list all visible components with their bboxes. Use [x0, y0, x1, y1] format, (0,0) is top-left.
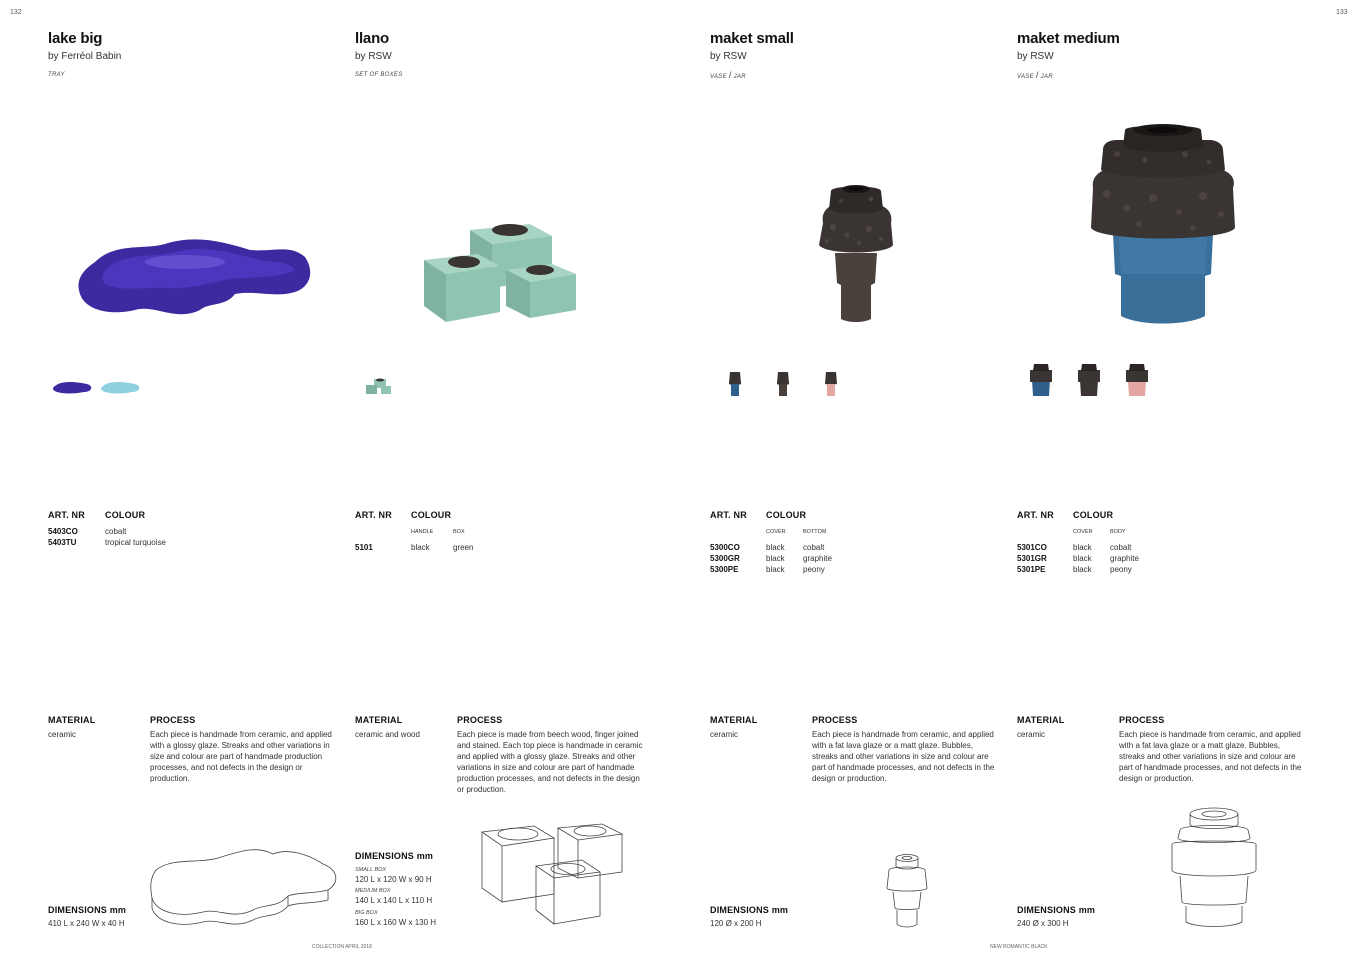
- art-number: 5300GR: [710, 554, 740, 563]
- table-row: [710, 564, 738, 575]
- variant-thumb-black-green[interactable]: [364, 377, 394, 397]
- product-type: [1017, 70, 1053, 80]
- table-row: [48, 537, 76, 548]
- product-designer: by RSW: [355, 51, 392, 62]
- lake-big-line-drawing: [148, 842, 343, 930]
- colour-value: black: [1073, 543, 1092, 552]
- art-number: 5403TU: [48, 538, 77, 547]
- colour-value: peony: [1110, 565, 1132, 574]
- colour-header: COLOUR: [105, 510, 146, 520]
- process-text: Each piece is made from beech wood, finger joined and stained. Each top piece is handmade in ceramic and applied with a glossy glaze. Streaks and other variations in size and colour are part of handmade production processes, and not defects in the design or production.: [457, 730, 643, 794]
- colour-subheader-body: BODY: [1110, 529, 1126, 535]
- process-text: Each piece is handmade from ceramic, and applied with a fat lava glaze or a matt glaze. Bubbles, streaks and other variations in size and colour are part of handmade processes, and not defects in the design or production.: [812, 730, 995, 783]
- colour-subheader-bottom: BOTTOM: [803, 529, 827, 535]
- dim-value: 120 L x 120 W x 90 H: [355, 875, 432, 884]
- colour-header: COLOUR: [411, 510, 452, 520]
- process-text: Each piece is handmade from ceramic, and applied with a glossy glaze. Streaks and other variations in size and colour are part of handmade production processes, and not defects in the design or production.: [150, 730, 332, 783]
- art-nr-header: ART. NR: [48, 510, 85, 520]
- maket-small-photo: [813, 183, 899, 325]
- colour-value: tropical turquoise: [105, 538, 166, 547]
- art-number: 5301GR: [1017, 554, 1047, 563]
- product-type: [710, 70, 746, 80]
- colour-value: black: [766, 554, 785, 563]
- product-title: maket medium: [1017, 30, 1120, 47]
- product-title: maket small: [710, 30, 794, 47]
- product-type: SET OF BOXES: [355, 72, 403, 78]
- colour-value: black: [411, 543, 430, 552]
- colour-value: black: [1073, 554, 1092, 563]
- page-number-left: 132: [10, 9, 22, 16]
- art-nr-header: ART. NR: [355, 510, 392, 520]
- dimensions-value: 240 Ø x 300 H: [1017, 919, 1069, 928]
- colour-value: green: [453, 543, 474, 552]
- product-designer: by Ferréol Babin: [48, 51, 122, 62]
- footer-left: COLLECTION APRIL 2018: [312, 944, 372, 950]
- process-header: PROCESS: [1119, 715, 1165, 725]
- type-vase: VASE: [710, 74, 727, 80]
- colour-value: graphite: [1110, 554, 1139, 563]
- product-designer: by RSW: [710, 51, 747, 62]
- colour-value: black: [766, 565, 785, 574]
- variant-thumb-cobalt[interactable]: [1028, 362, 1054, 398]
- art-nr-header: ART. NR: [710, 510, 747, 520]
- material-header: MATERIAL: [48, 715, 96, 725]
- llano-photo: [420, 218, 582, 328]
- product-type: TRAY: [48, 72, 65, 78]
- colour-subheader-box: BOX: [453, 529, 465, 535]
- table-row: [1017, 542, 1047, 553]
- dim-value: 140 L x 140 L x 110 H: [355, 896, 433, 905]
- lake-big-photo: [75, 232, 315, 327]
- type-jar: JAR: [1040, 74, 1053, 80]
- material-header: MATERIAL: [355, 715, 403, 725]
- variant-thumb-graphite[interactable]: [1076, 362, 1102, 398]
- table-row: [1017, 553, 1047, 564]
- art-number: 5301CO: [1017, 543, 1047, 552]
- art-number: 5300CO: [710, 543, 740, 552]
- colour-value: peony: [803, 565, 825, 574]
- table-row: [710, 553, 740, 564]
- colour-value: black: [766, 543, 785, 552]
- colour-subheader-cover: COVER: [1073, 529, 1093, 535]
- table-row: [710, 542, 740, 553]
- dimensions-header: DIMENSIONS mm: [355, 851, 434, 861]
- material-value: ceramic: [1017, 730, 1046, 739]
- material-value: ceramic: [710, 730, 739, 739]
- dimensions-header: DIMENSIONS mm: [710, 905, 789, 915]
- process-header: PROCESS: [150, 715, 196, 725]
- product-title: llano: [355, 30, 390, 47]
- art-number: 5101: [355, 543, 373, 552]
- dimensions-header: DIMENSIONS mm: [48, 905, 127, 915]
- variant-thumb-peony[interactable]: [823, 370, 839, 398]
- product-title: lake big: [48, 30, 103, 47]
- table-row: [48, 526, 78, 537]
- colour-value: cobalt: [105, 527, 127, 536]
- art-nr-header: ART. NR: [1017, 510, 1054, 520]
- product-designer: by RSW: [1017, 51, 1054, 62]
- material-value: ceramic and wood: [355, 730, 420, 739]
- material-header: MATERIAL: [710, 715, 758, 725]
- colour-value: cobalt: [803, 543, 825, 552]
- material-header: MATERIAL: [1017, 715, 1065, 725]
- colour-value: graphite: [803, 554, 832, 563]
- llano-line-drawing: [478, 818, 628, 928]
- table-row: [355, 542, 373, 553]
- dimensions-value: 120 Ø x 200 H: [710, 919, 762, 928]
- type-vase: VASE: [1017, 74, 1034, 80]
- art-number: 5403CO: [48, 527, 78, 536]
- process-header: PROCESS: [812, 715, 858, 725]
- maket-medium-photo: [1087, 124, 1239, 326]
- dim-label: SMALL BOX: [355, 867, 387, 873]
- variant-thumb-cobalt[interactable]: [727, 370, 743, 398]
- process-header: PROCESS: [457, 715, 503, 725]
- colour-header: COLOUR: [1073, 510, 1114, 520]
- footer-right: NEW ROMANTIC BLACK: [990, 944, 1048, 950]
- art-number: 5300PE: [710, 565, 739, 574]
- colour-subheader-cover: COVER: [766, 529, 786, 535]
- dim-label: MEDIUM BOX: [355, 888, 391, 894]
- colour-value: cobalt: [1110, 543, 1132, 552]
- maket-medium-line-drawing: [1168, 806, 1260, 928]
- table-row: [1017, 564, 1045, 575]
- art-number: 5301PE: [1017, 565, 1046, 574]
- type-separator: /: [728, 70, 732, 80]
- variant-thumb-graphite[interactable]: [775, 370, 791, 398]
- process-text: Each piece is handmade from ceramic, and applied with a fat lava glaze or a matt glaze. Bubbles, streaks and other variations in size and colour are part of handmade processes, and not defects in the design or production.: [1119, 730, 1302, 783]
- type-jar: JAR: [733, 74, 746, 80]
- variant-thumb-tropical-turquoise[interactable]: [100, 378, 142, 396]
- colour-header: COLOUR: [766, 510, 807, 520]
- dimensions-value: 410 L x 240 W x 40 H: [48, 919, 125, 928]
- type-separator: /: [1035, 70, 1039, 80]
- colour-value: black: [1073, 565, 1092, 574]
- variant-thumb-peony[interactable]: [1124, 362, 1150, 398]
- colour-subheader-handle: HANDLE: [411, 529, 434, 535]
- dim-value: 160 L x 160 W x 130 H: [355, 918, 437, 927]
- dim-label: BIG BOX: [355, 910, 378, 916]
- variant-thumb-cobalt[interactable]: [52, 378, 94, 396]
- dimensions-header: DIMENSIONS mm: [1017, 905, 1096, 915]
- material-value: ceramic: [48, 730, 77, 739]
- maket-small-line-drawing: [883, 852, 931, 928]
- page-number-right: 133: [1336, 9, 1348, 16]
